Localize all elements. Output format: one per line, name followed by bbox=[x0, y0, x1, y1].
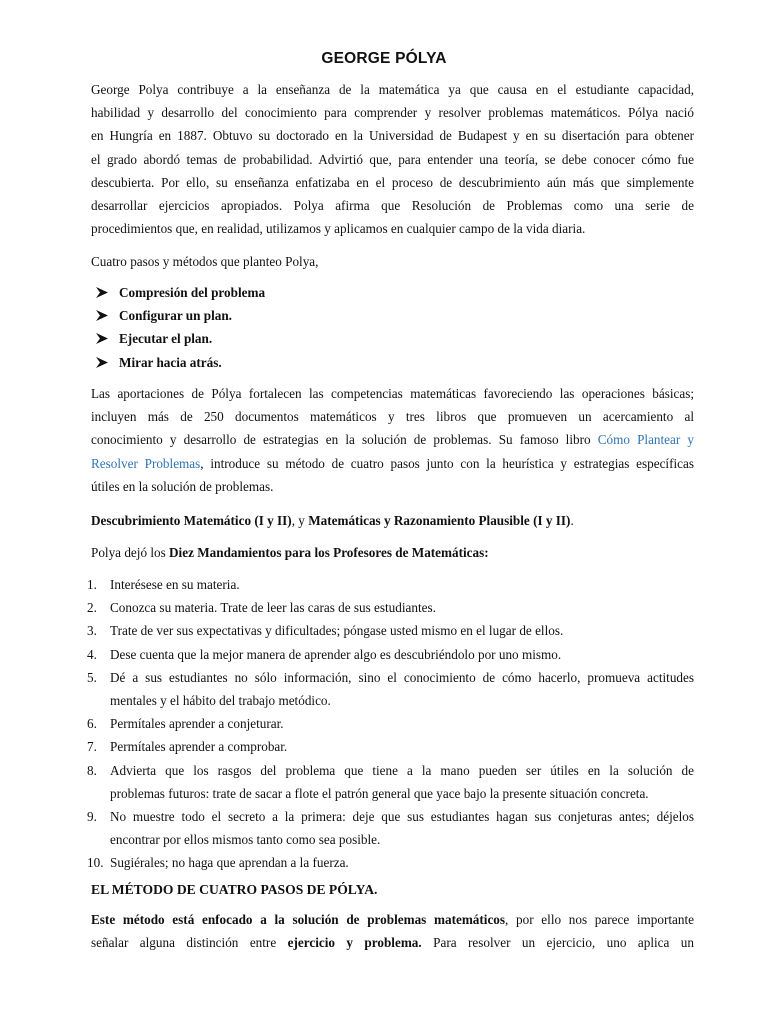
list-item bbox=[87, 573, 694, 596]
list-text: encontrar por ellos mismos tanto como sea posible. bbox=[110, 832, 381, 848]
list-item bbox=[87, 666, 694, 712]
commandments-intro-bold: Diez Mandamientos para los Profesores de Matemáticas: bbox=[169, 545, 489, 560]
list-number: 7. bbox=[87, 739, 97, 755]
step-label: Configurar un plan. bbox=[119, 308, 232, 324]
list-item bbox=[87, 596, 694, 619]
step-label: Compresión del problema bbox=[119, 285, 266, 300]
steps-list bbox=[96, 281, 265, 374]
contrib-line: incluyen más de 250 documentos matemáticos y tres libros que promueven un acercamiento al bbox=[91, 409, 694, 425]
method-text: , por ello nos parece importante bbox=[505, 912, 695, 927]
contrib-line: útiles en la solución de problemas. bbox=[91, 478, 274, 494]
commandments-intro-prefix: Polya dejó los bbox=[91, 545, 170, 560]
list-number: 4. bbox=[87, 646, 97, 662]
list-item bbox=[87, 619, 694, 642]
steps-intro: Cuatro pasos y métodos que planteo Polya, bbox=[91, 254, 319, 269]
list-item bbox=[87, 851, 694, 874]
list-item bbox=[87, 643, 694, 666]
list-item bbox=[87, 759, 694, 805]
contrib-line bbox=[91, 428, 694, 451]
list-number: 1. bbox=[87, 577, 97, 592]
books-line bbox=[91, 509, 694, 532]
book-title: Matemáticas y Razonamiento Plausible (I y II) bbox=[308, 513, 571, 528]
list-text: Sugiérales; no haga que aprendan a la fuerza. bbox=[110, 855, 349, 871]
method-line bbox=[91, 908, 694, 931]
list-number: 8. bbox=[87, 762, 97, 778]
page-title: GEORGE PÓLYA bbox=[321, 50, 447, 67]
list-number: 6. bbox=[87, 716, 97, 732]
intro-paragraph bbox=[91, 78, 694, 240]
intro-line: procedimientos que, en realidad, utilizamos y aplicamos en cualquier campo de la vida diaria. bbox=[91, 221, 586, 237]
list-text: Permítales aprender a conjeturar. bbox=[110, 716, 284, 732]
list-text: Trate de ver sus expectativas y dificultades; póngase usted mismo en el lugar de ellos. bbox=[110, 623, 564, 639]
book-title: Descubrimiento Matemático (I y II) bbox=[91, 513, 292, 528]
book-link[interactable]: Cómo Plantear y bbox=[597, 432, 694, 448]
list-text: Dese cuenta que la mejor manera de aprender algo es descubriéndolo por uno mismo. bbox=[110, 646, 562, 662]
method-bold: Este método está enfocado a la solución de problemas matemáticos bbox=[91, 912, 506, 927]
intro-line: descubierta. Por ello, su enseñanza enfatizaba en el proceso de descubrimiento aún más que simplemente bbox=[91, 174, 694, 190]
intro-line: el grado abordó temas de probabilidad. Advirtió que, para entender una teoría, se debe conocer cómo fue bbox=[91, 151, 694, 167]
contributions-paragraph bbox=[91, 382, 694, 498]
list-item bbox=[87, 805, 694, 851]
list-text: problemas futuros: trate de sacar a flote el patrón general que yace bajo la presente situación concreta. bbox=[110, 785, 649, 801]
contrib-line bbox=[91, 452, 694, 475]
books-end: . bbox=[570, 513, 574, 528]
intro-line: habilidad y desarrollo del conocimiento para comprender y resolver problemas matemáticos. Pólya nació bbox=[91, 105, 694, 121]
arrow-bullet-icon bbox=[96, 310, 119, 321]
list-item bbox=[96, 304, 265, 327]
arrow-bullet-icon bbox=[96, 357, 119, 368]
list-item bbox=[96, 351, 265, 374]
list-text: Dé a sus estudiantes no sólo información, sino el conocimiento de cómo hacerlo, promueva actitudes bbox=[110, 669, 694, 685]
list-number: 5. bbox=[87, 669, 97, 685]
method-text: Para resolver un ejercicio, uno aplica un bbox=[421, 935, 694, 951]
contrib-line: Las aportaciones de Pólya fortalecen las competencias matemáticas favoreciendo las operaciones básicas; bbox=[91, 386, 694, 401]
arrow-bullet-icon bbox=[96, 287, 119, 298]
books-separator: , y bbox=[291, 513, 309, 528]
list-text: Permítales aprender a comprobar. bbox=[110, 739, 288, 755]
section-heading: EL MÉTODO DE CUATRO PASOS DE PÓLYA. bbox=[91, 882, 378, 897]
step-label: Mirar hacia atrás. bbox=[119, 354, 222, 370]
intro-line: desarrollar ejercicios apropiados. Polya afirma que Resolución de Problemas como una serie de bbox=[91, 198, 694, 214]
list-text: Advierta que los rasgos del problema que tiene a la mano pueden ser útiles en la solución de bbox=[110, 762, 694, 778]
commandments-intro bbox=[91, 541, 694, 564]
list-item bbox=[87, 712, 694, 735]
list-item bbox=[96, 327, 265, 350]
intro-line: en Hungría en 1887. Obtuvo su doctorado en la Universidad de Budapest y en su disertación para obtener bbox=[91, 128, 694, 144]
list-number: 10. bbox=[87, 855, 104, 871]
method-line bbox=[91, 931, 694, 954]
method-text: señalar alguna distinción entre bbox=[91, 935, 288, 951]
step-label: Ejecutar el plan. bbox=[119, 331, 213, 347]
list-item bbox=[96, 281, 265, 304]
method-bold: ejercicio y problema. bbox=[287, 935, 422, 951]
list-text: No muestre todo el secreto a la primera: deje que sus estudiantes hagan sus conjeturas antes; déjelos bbox=[110, 809, 694, 825]
list-text: mentales y el hábito del trabajo metódico. bbox=[110, 693, 331, 709]
contrib-text: conocimiento y desarrollo de estrategias en la solución de problemas. Su famoso libro bbox=[91, 432, 598, 448]
list-text: Conozca su materia. Trate de leer las caras de sus estudiantes. bbox=[110, 600, 436, 616]
list-item bbox=[87, 735, 694, 758]
intro-line: George Polya contribuye a la enseñanza de la matemática ya que causa en el estudiante capacidad, bbox=[91, 82, 694, 97]
list-number: 3. bbox=[87, 623, 97, 639]
commandments-list bbox=[87, 573, 694, 875]
arrow-bullet-icon bbox=[96, 333, 119, 344]
list-text: Interésese en su materia. bbox=[110, 577, 240, 592]
list-number: 2. bbox=[87, 600, 97, 616]
book-link[interactable]: Resolver Problemas bbox=[91, 455, 201, 471]
list-number: 9. bbox=[87, 809, 97, 825]
method-paragraph bbox=[91, 908, 694, 954]
contrib-text: , introduce su método de cuatro pasos junto con la heurística y estrategias específicas bbox=[200, 455, 694, 471]
